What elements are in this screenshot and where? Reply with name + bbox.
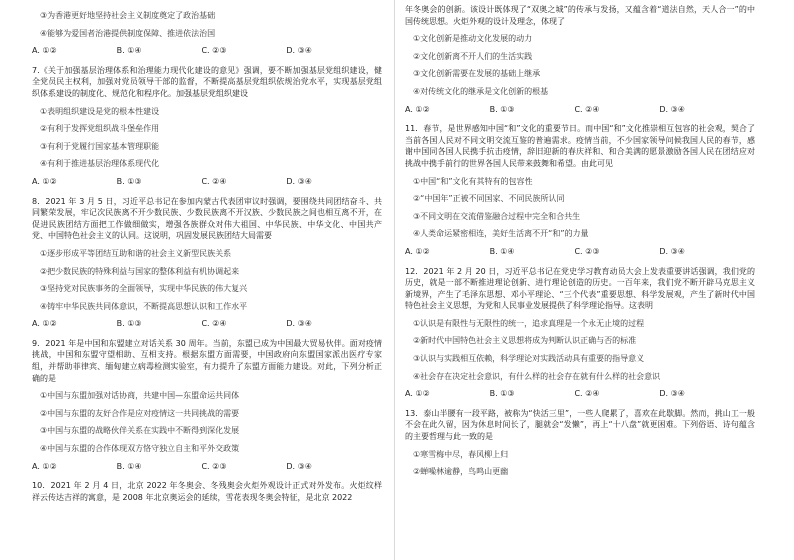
answer-choices xyxy=(405,246,685,258)
option: ④对传统文化的继承是文化创新的根基 xyxy=(413,86,549,96)
option: ②把少数民族的特殊利益与国家的整体利益有机协调起来 xyxy=(40,266,240,276)
choice-c: C. ②④ xyxy=(574,104,600,114)
answer-choices xyxy=(32,461,312,473)
choice-a: A. ①② xyxy=(32,46,57,56)
question-7 xyxy=(32,65,382,188)
option: ①文化创新是推动文化发展的动力 xyxy=(413,34,533,44)
option: ④社会存在决定社会意识，有什么样的社会存在就有什么样的社会意识 xyxy=(413,371,661,381)
choice-a: A. ①② xyxy=(405,246,430,256)
choice-c: C. ②④ xyxy=(574,389,600,399)
choice-d: D. ③④ xyxy=(286,319,312,329)
question-12 xyxy=(405,266,755,400)
answer-choices xyxy=(32,176,312,188)
answer-choices xyxy=(32,45,312,57)
option: ②有利于发挥党组织战斗堡垒作用 xyxy=(40,124,160,134)
option: ①寒雪梅中尽，春风柳上归 xyxy=(413,449,509,459)
choice-a: A. ①② xyxy=(405,104,430,114)
option: ③为香港更好地坚持社会主义制度奠定了政治基础 xyxy=(40,11,216,20)
choice-c: C. ②④ xyxy=(201,319,227,329)
choice-d: D. ③④ xyxy=(659,246,685,256)
question-13 xyxy=(405,408,755,478)
question-11 xyxy=(405,123,755,257)
choice-d: D. ③④ xyxy=(659,104,685,114)
question-9 xyxy=(32,338,382,472)
question-stem: 13．泰山半腰有一段平路，被称为“快活三里”，一些人爬累了，喜欢在此歇脚。然而，挑山工一般不会在此久留，因为休息时间长了，腿就会“发懒”，再上“十八盘”就更困难。下列俗语、诗句蕴含的主要哲理与此一致的是 xyxy=(405,408,755,442)
choice-b: B. ①③ xyxy=(116,319,142,329)
option: ④中国与东盟的合作体现双方恪守独立自主和平外交政策 xyxy=(40,444,240,454)
option: ④人类命运紧密相连，美好生活离不开“和”的力量 xyxy=(413,229,589,239)
answer-choices xyxy=(405,388,685,400)
choice-b: B. ①④ xyxy=(489,246,515,256)
choice-a: A. ①② xyxy=(405,389,430,399)
choice-c: C. ②④ xyxy=(201,176,227,186)
answer-choices xyxy=(32,318,312,330)
option: ①认识是有限性与无限性的统一，追求真理是一个永无止境的过程 xyxy=(413,318,645,328)
option: ①逐步形成平等团结互助和谐的社会主义新型民族关系 xyxy=(40,248,232,258)
question-stem: 9．2021 年是中国和东盟建立对话关系 30 周年。当前，东盟已成为中国最大贸易伙伴。面对疫情挑战，中国和东盟守望相助、互相支持。根据东盟方面需要，中国政府向东盟国家派出医疗专家组，并帮助菲律宾、缅甸建立病毒检测实验室，有力提升了东盟方面能力建设。对此，下列分析正确的是 xyxy=(32,338,382,383)
option: ④铸牢中华民族共同体意识，不断提高思想认识和工作水平 xyxy=(40,301,248,311)
answer-choices xyxy=(405,104,685,116)
option: ②“中国年”正被不同国家、不同民族所认同 xyxy=(413,194,565,204)
question-10 xyxy=(32,480,382,503)
option: ④能够为爱国者治港提供制度保障、推进依法治国 xyxy=(40,28,216,38)
option: ①中国“和”文化有其特有的包容性 xyxy=(413,176,533,186)
choice-a: A. ①② xyxy=(32,319,57,329)
question-stem: 10．2021 年 2 月 4 日，北京 2022 年冬奥会、冬残奥会火炬外观设计正式对外发布。火炬纹样祥云传达吉祥的寓意，是 2008 年北京奥运会的延续，雪花表现冬奥会特征，是北京 2022 xyxy=(32,481,382,502)
question-stem: 12．2021 年 2 月 20 日，习近平总书记在党史学习教育动员大会上发表重要讲话强调，我们党的历史，就是一部不断推进理论创新、进行理论创造的历史。一百年来，我们党不断开辟马克思主义新境界，产生了毛泽东思想、邓小平理论、“三个代表”重要思想、科学发展观，产生了新时代中国特色社会主义思想，为党和人民事业发展提供了科学理论指导。这表明 xyxy=(405,266,755,311)
option: ②中国与东盟的友好合作是应对疫情这一共同挑战的需要 xyxy=(40,408,240,418)
option: ②新时代中国特色社会主义思想将成为判断认识正确与否的标准 xyxy=(413,336,637,346)
choice-d: D. ③④ xyxy=(286,46,312,56)
choice-b: B. ①④ xyxy=(116,46,142,56)
column-divider xyxy=(394,0,395,560)
choice-c: C. ②③ xyxy=(201,461,227,471)
choice-b: B. ①③ xyxy=(489,104,515,114)
question-stem: 11．春节，是世界感知中国“和”文化的重要节日。而中国“和”文化推崇相互包容的社会观，契合了当前各国人民对不同文明交流互鉴的普遍需求。疫情当前，不少国家领导问候我国人民的春节，感谢中国同各国人民携手抗击疫情，辞旧迎新的春庆祥和、和合美满的愿景激励各国人民在团结应对挑战中携手前行的世界各国人民带来鼓舞和希望。由此可见 xyxy=(405,124,755,168)
question-stem: 8．2021 年 3 月 5 日，习近平总书记在参加内蒙古代表团审议时强调，要围绕共同团结奋斗、共同繁荣发展，牢记次民族离不开少数民族、少数民族离不开汉族、少数民族之间也相互离不开，在促进民族团结方面把工作做细做实，增强各族群众对伟大祖国、中华民族、中华文化、中国共产党、中国特色社会主义的认同。这说明，巩固发展民族团结大局需要 xyxy=(32,196,382,241)
option: ③坚持党对民族事务的全面领导，实现中华民族的伟大复兴 xyxy=(40,284,248,294)
right-column xyxy=(405,4,755,478)
choice-a: A. ①② xyxy=(32,461,57,471)
choice-d: D. ③④ xyxy=(286,461,312,471)
choice-b: B. ①③ xyxy=(116,176,142,186)
question-stem-continued: 年冬奥会的创新。该设计既体现了“双奥之城”的传承与发扬，又蕴含着“道法自然，天人合一”的中国传统思想。火炬外观的设计及理念，体现了 xyxy=(405,5,755,26)
option: ②蝉噪林逾静，鸟鸣山更幽 xyxy=(413,467,509,477)
option: ③不同文明在交流借鉴融合过程中完全和合共生 xyxy=(413,211,581,221)
option: ③文化创新需要在发展的基础上继承 xyxy=(413,69,541,79)
option: ④有利于推进基层治理体系现代化 xyxy=(40,159,160,169)
left-column xyxy=(32,4,382,503)
option: ①中国与东盟加强对话协商，共建中国—东盟命运共同体 xyxy=(40,391,240,401)
choice-a: A. ①② xyxy=(32,176,57,186)
question-stem: 7.《关于加强基层治理体系和治理能力现代化建设的意见》强调，要不断加强基层党组织建设，健全党员民主权利，加强对党员领导干部的监督，不断提高基层党组织依规治党水平，实现基层党组织体系建设的制度化、规范化和程序化。加强基层党组织建设 xyxy=(32,65,382,98)
question-6-tail xyxy=(32,10,382,57)
option: ③认识与实践相互依赖，科学理论对实践活动具有重要的指导意义 xyxy=(413,354,645,364)
choice-b: B. ①④ xyxy=(116,461,142,471)
option: ③中国与东盟的战略伙伴关系在实践中不断得到深化发展 xyxy=(40,426,240,436)
choice-d: D. ③④ xyxy=(286,176,312,186)
option: ①表明组织建设是党的根本性建设 xyxy=(40,106,160,116)
choice-d: D. ③④ xyxy=(659,389,685,399)
question-10-continued xyxy=(405,4,755,115)
option: ②文化创新离不开人们的生活实践 xyxy=(413,51,533,61)
option: ③有利于党履行国家基本管理职能 xyxy=(40,141,160,151)
choice-b: B. ①③ xyxy=(489,389,515,399)
question-8 xyxy=(32,196,382,330)
choice-c: C. ②③ xyxy=(574,246,600,256)
choice-c: C. ②③ xyxy=(201,46,227,56)
